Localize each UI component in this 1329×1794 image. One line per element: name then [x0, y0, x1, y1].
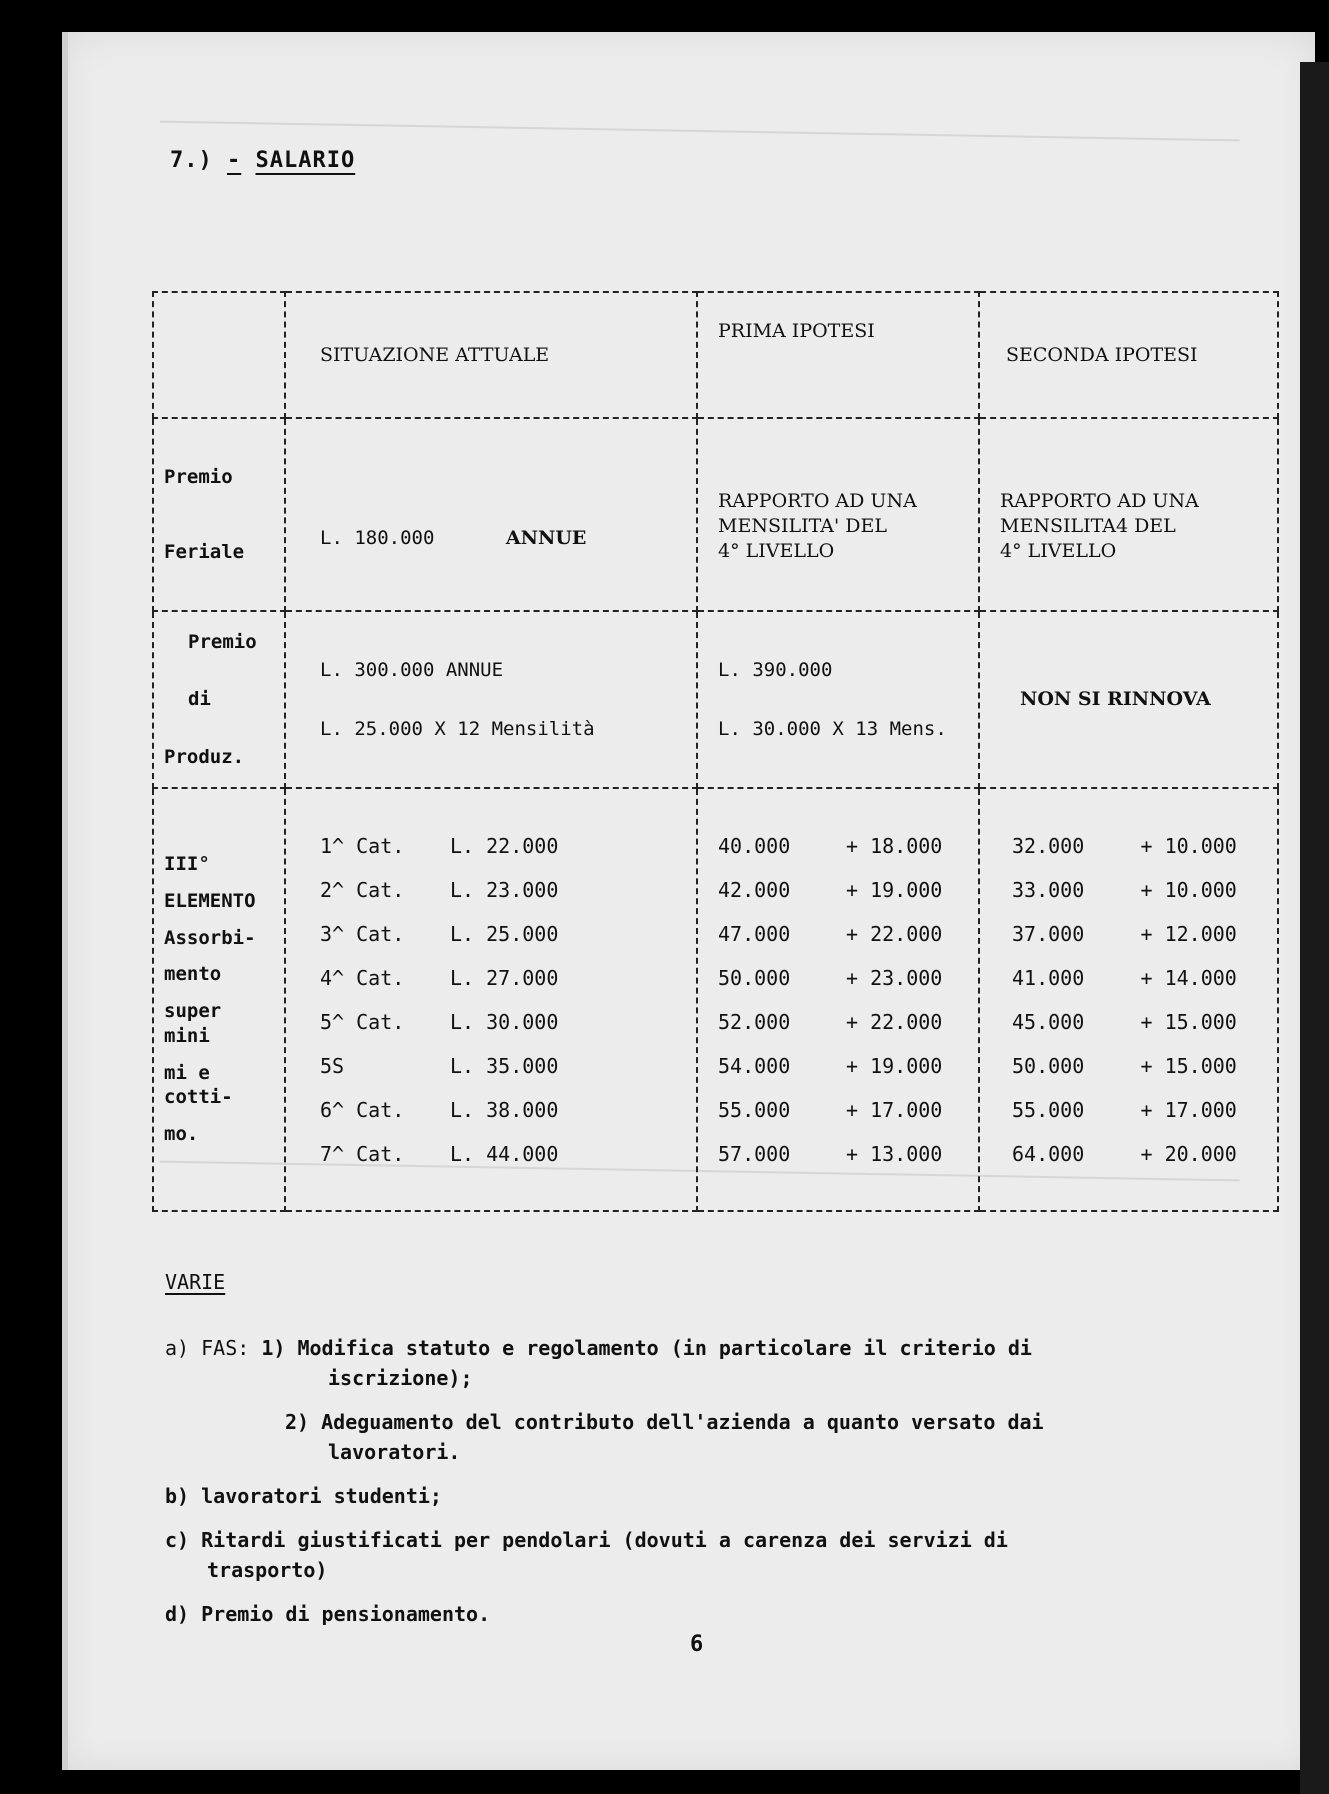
prima-base: 55.000 — [718, 1097, 791, 1122]
cell-terzo-prima — [697, 788, 979, 1211]
item-prefix: a) FAS: — [165, 1336, 250, 1360]
category-amount: L. 23.000 — [450, 877, 559, 902]
prima-base: 50.000 — [718, 965, 791, 990]
prima-base: 54.000 — [718, 1053, 791, 1078]
prima-add: + 19.000 — [846, 877, 943, 902]
label-line: ELEMENTO — [164, 890, 256, 913]
feriale-seconda-line: RAPPORTO AD UNA — [1000, 490, 1199, 513]
seconda-add: + 14.000 — [1140, 965, 1237, 990]
table-row-premio-produzione — [153, 611, 1278, 788]
seconda-base: 64.000 — [1012, 1141, 1085, 1166]
seconda-base: 55.000 — [1012, 1097, 1085, 1122]
category-amount: L. 44.000 — [450, 1141, 559, 1166]
category-label: 5S — [320, 1053, 345, 1078]
label-line: Premio — [164, 465, 233, 488]
seconda-base: 32.000 — [1012, 833, 1085, 858]
feriale-seconda-line: MENSILITA4 DEL — [1000, 515, 1176, 538]
category-label: 5^ Cat. — [320, 1009, 405, 1034]
table-header-row — [153, 292, 1278, 418]
prima-base: 47.000 — [718, 921, 791, 946]
cell-feriale-attuale — [285, 418, 697, 611]
prima-add: + 13.000 — [846, 1141, 943, 1166]
category-amount: L. 22.000 — [450, 833, 559, 858]
seconda-add: + 17.000 — [1140, 1097, 1237, 1122]
seconda-add: + 15.000 — [1140, 1009, 1237, 1034]
varie-item-a1-continued: iscrizione); — [328, 1366, 473, 1390]
prima-add: + 17.000 — [846, 1097, 943, 1122]
label-line: Assorbi- — [164, 926, 256, 949]
table-row-premio-feriale — [153, 418, 1278, 611]
label-line: mo. — [164, 1122, 199, 1145]
feriale-prima-line: RAPPORTO AD UNA — [718, 490, 917, 513]
page-number: 6 — [690, 1632, 704, 1657]
label-premio-produzione — [153, 611, 285, 788]
category-label: 3^ Cat. — [320, 921, 405, 946]
category-label: 2^ Cat. — [320, 877, 405, 902]
feriale-amount: L. 180.000 — [320, 527, 435, 550]
seconda-base: 41.000 — [1012, 965, 1085, 990]
feriale-seconda-line: 4° LIVELLO — [1000, 539, 1117, 562]
label-line: Premio — [188, 630, 257, 653]
header-prima-ipotesi: PRIMA IPOTESI — [697, 292, 979, 418]
feriale-prima-line: MENSILITA' DEL — [718, 515, 887, 538]
label-line: mi e cotti- — [164, 1061, 233, 1109]
category-label: 4^ Cat. — [320, 965, 405, 990]
label-line: Feriale — [164, 540, 245, 563]
item-text: 1) Modifica statuto e regolamento (in particolare il criterio di — [261, 1336, 1032, 1360]
varie-item-b: b) lavoratori studenti; — [165, 1484, 442, 1508]
page-edge — [62, 32, 68, 1770]
produzione-prima-mensilita: L. 30.000 X 13 Mens. — [718, 717, 947, 740]
feriale-unit: ANNUE — [505, 527, 587, 550]
cell-feriale-seconda — [979, 418, 1278, 611]
header-situazione-attuale: SITUAZIONE ATTUALE — [285, 292, 697, 418]
category-label: 6^ Cat. — [320, 1097, 405, 1122]
prima-base: 40.000 — [718, 833, 791, 858]
prima-add: + 18.000 — [846, 833, 943, 858]
header-empty — [153, 292, 285, 418]
seconda-base: 45.000 — [1012, 1009, 1085, 1034]
prima-base: 52.000 — [718, 1009, 791, 1034]
section-heading — [170, 148, 355, 173]
section-number: 7.) — [170, 148, 213, 173]
cell-produzione-attuale — [285, 611, 697, 788]
label-line: Produz. — [164, 745, 245, 768]
feriale-prima-line: 4° LIVELLO — [718, 539, 835, 562]
varie-item-a2-continued: lavoratori. — [328, 1440, 461, 1464]
cell-terzo-seconda — [979, 788, 1278, 1211]
category-label: 7^ Cat. — [320, 1141, 405, 1166]
category-label: 1^ Cat. — [320, 833, 405, 858]
produzione-attuale-annue: L. 300.000 ANNUE — [320, 658, 504, 681]
seconda-base: 37.000 — [1012, 921, 1085, 946]
prima-add: + 19.000 — [846, 1053, 943, 1078]
header-seconda-ipotesi: SECONDA IPOTESI — [979, 292, 1278, 418]
cell-produzione-seconda: NON SI RINNOVA — [979, 611, 1278, 788]
prima-base: 57.000 — [718, 1141, 791, 1166]
produzione-attuale-mensilita: L. 25.000 X 12 Mensilità — [320, 717, 595, 740]
varie-title: VARIE — [165, 1270, 226, 1294]
cell-terzo-attuale — [285, 788, 697, 1211]
varie-item-d: d) Premio di pensionamento. — [165, 1602, 491, 1626]
category-amount: L. 35.000 — [450, 1053, 559, 1078]
label-line: mento — [164, 963, 222, 986]
section-dash: - — [227, 148, 242, 173]
table-row-terzo-elemento — [153, 788, 1278, 1211]
seconda-add: + 10.000 — [1140, 877, 1237, 902]
section-title: SALARIO — [255, 148, 356, 173]
varie-item-a2: 2) Adeguamento del contributo dell'azienda a quanto versato dai — [285, 1410, 1044, 1434]
category-amount: L. 27.000 — [450, 965, 559, 990]
scanner-border — [1300, 62, 1329, 1794]
seconda-add: + 15.000 — [1140, 1053, 1237, 1078]
cell-feriale-prima — [697, 418, 979, 611]
seconda-base: 33.000 — [1012, 877, 1085, 902]
prima-add: + 22.000 — [846, 1009, 943, 1034]
seconda-add: + 10.000 — [1140, 833, 1237, 858]
prima-add: + 22.000 — [846, 921, 943, 946]
label-line: III° — [164, 853, 210, 876]
salary-table — [152, 291, 1277, 1166]
varie-item-c: c) Ritardi giustificati per pendolari (dovuti a carenza dei servizi di — [165, 1528, 1008, 1552]
produzione-prima-totale: L. 390.000 — [718, 658, 833, 681]
label-terzo-elemento — [153, 788, 285, 1211]
category-amount: L. 25.000 — [450, 921, 559, 946]
label-line: super mini — [164, 1000, 222, 1047]
category-amount: L. 30.000 — [450, 1009, 559, 1034]
varie-item-a — [165, 1334, 1032, 1363]
label-line: di — [188, 688, 211, 711]
label-premio-feriale — [153, 418, 285, 611]
seconda-add: + 12.000 — [1140, 921, 1237, 946]
category-amount: L. 38.000 — [450, 1097, 559, 1122]
prima-add: + 23.000 — [846, 965, 943, 990]
prima-base: 42.000 — [718, 877, 791, 902]
seconda-add: + 20.000 — [1140, 1141, 1237, 1166]
seconda-base: 50.000 — [1012, 1053, 1085, 1078]
varie-item-c-continued: trasporto) — [207, 1558, 328, 1582]
cell-produzione-prima — [697, 611, 979, 788]
